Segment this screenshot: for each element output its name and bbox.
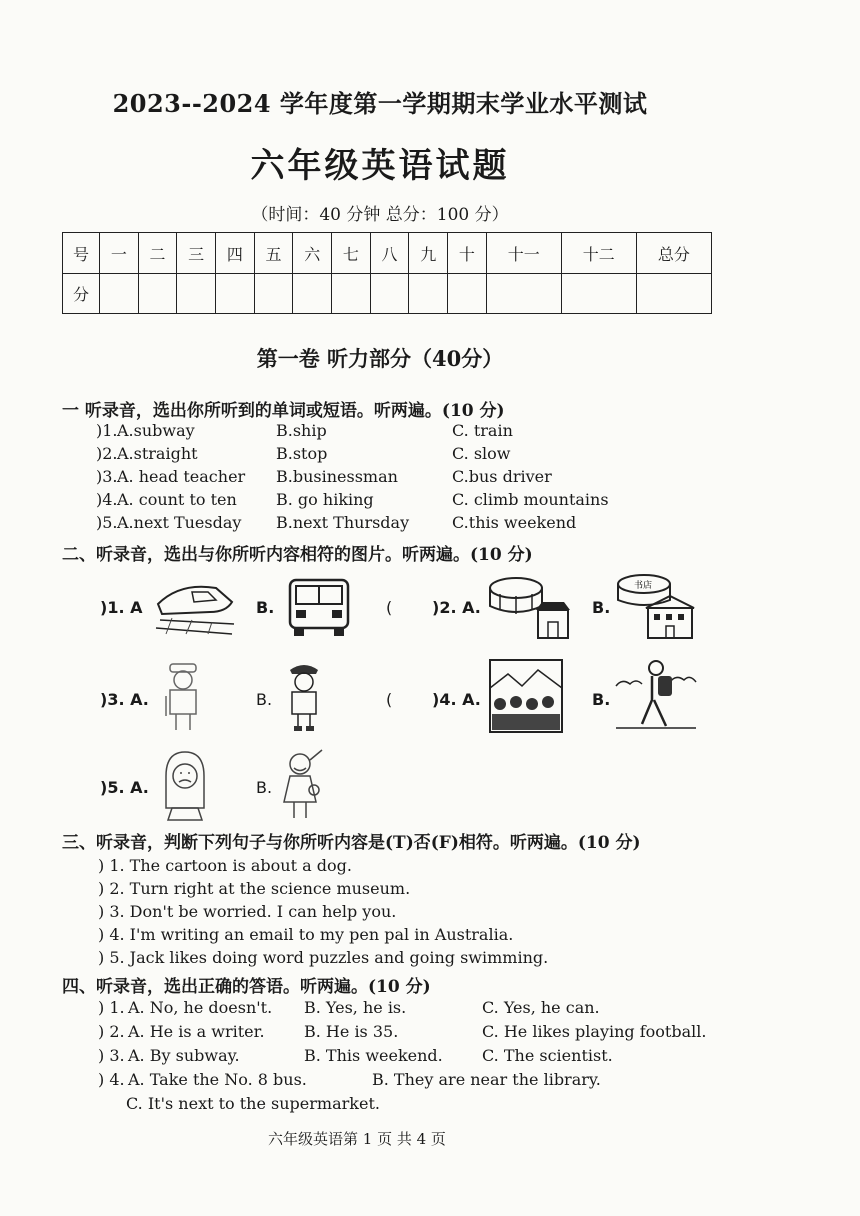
option-a[interactable]: A. By subway. [128,1046,240,1065]
list-item[interactable]: ) 4. I'm writing an email to my pen pal in Australia. [98,925,514,944]
police-officer-picture[interactable] [282,660,326,734]
score-cell[interactable] [254,274,293,314]
score-cell[interactable] [409,274,448,314]
option-c[interactable]: C.this weekend [452,513,577,532]
option-b[interactable]: B.stop [276,444,328,463]
option-a[interactable]: A. Take the No. 8 bus. [128,1070,307,1089]
option-c[interactable]: C.bus driver [452,467,552,486]
option-b[interactable]: B.next Thursday [276,513,410,532]
option-c[interactable]: C. train [452,421,513,440]
option-a[interactable]: A.straight [117,444,198,463]
question-number: )2. [96,444,118,463]
q5-option-b-label: B. [256,778,273,797]
option-c[interactable]: C. He likes playing football. [482,1022,707,1041]
col-header: 一 [100,233,139,274]
option-a[interactable]: A. count to ten [117,490,237,509]
option-c[interactable]: C. The scientist. [482,1046,613,1065]
question-number: )3. [96,467,118,486]
score-cell[interactable] [448,274,487,314]
col-header: 十二 [561,233,636,274]
option-c[interactable]: C. climb mountains [452,490,609,509]
question-number: ) 3. [98,1046,125,1065]
question-number: ) 2. [98,1022,125,1041]
option-b[interactable]: B.ship [276,421,327,440]
score-cell[interactable] [486,274,561,314]
option-c[interactable]: C. It's next to the supermarket. [126,1094,380,1113]
q1-option-a-label: )1. A [100,598,143,617]
option-a[interactable]: A. head teacher [117,467,246,486]
stadium-shop-picture[interactable] [486,570,572,642]
option-b[interactable]: B. go hiking [276,490,374,509]
bookstore-school-picture[interactable] [612,570,698,642]
answer-paren: ( [386,598,393,617]
section1-heading: 一 听录音，选出你所听到的单词或短语。听两遍。(10 分) [62,401,505,421]
q4-option-a-label: )4. A. [432,690,481,709]
score-cell[interactable] [636,274,711,314]
question-number: )1. [96,421,118,440]
option-c[interactable]: C. Yes, he can. [482,998,600,1017]
q5-option-a-label: )5. A. [100,778,149,797]
bus-picture[interactable] [284,574,354,640]
score-cell[interactable] [100,274,139,314]
cinema-audience-picture[interactable] [488,658,564,734]
bookstore-sign-text: 书店 [634,581,653,591]
hiking-picture[interactable] [612,656,698,734]
col-header: 十一 [486,233,561,274]
list-item[interactable]: ) 2. Turn right at the science museum. [98,879,411,898]
col-header: 总分 [636,233,711,274]
option-b[interactable]: B. He is 35. [304,1022,399,1041]
q2-option-b-label: B. [592,598,611,617]
q1-option-b-label: B. [256,598,275,617]
sad-girl-picture[interactable] [160,748,210,822]
section3-heading: 三、听录音，判断下列句子与你所听内容是(T)否(F)相符。听两遍。(10 分) [62,833,641,853]
col-header: 八 [370,233,409,274]
score-cell[interactable] [177,274,216,314]
col-header: 六 [293,233,332,274]
score-cell[interactable] [138,274,177,314]
score-table [62,232,712,314]
exam-title: 2023--2024 学年度第一学期期末学业水平测试 [112,89,648,118]
page-footer: 六年级英语第 1 页 共 4 页 [268,1130,446,1148]
score-cell[interactable] [293,274,332,314]
row-label: 号 [63,233,100,274]
happy-girl-picture[interactable] [280,748,326,822]
option-b[interactable]: B. This weekend. [304,1046,443,1065]
listening-part-heading: 第一卷 听力部分（40分） [256,346,504,371]
score-cell[interactable] [370,274,409,314]
col-header: 七 [332,233,371,274]
question-number: )5. [96,513,118,532]
section2-heading: 二、听录音，选出与你所听内容相符的图片。听两遍。(10 分) [62,545,533,565]
col-header: 四 [216,233,255,274]
question-number: ) 1. [98,998,125,1017]
exam-subject-title: 六年级英语试题 [250,146,510,186]
exam-time-score: （时间：40 分钟 总分：100 分） [251,205,509,225]
col-header: 十 [448,233,487,274]
score-table-header-row [63,233,712,274]
option-a[interactable]: A. He is a writer. [128,1022,265,1041]
q3-option-b-label: B. [256,690,273,709]
col-header: 五 [254,233,293,274]
col-header: 三 [177,233,216,274]
q4-option-b-label: B. [592,690,611,709]
bus-driver-picture[interactable] [160,660,206,734]
question-number: ) 4. [98,1070,125,1089]
train-picture[interactable] [152,574,236,636]
score-cell[interactable] [561,274,636,314]
list-item[interactable]: ) 1. The cartoon is about a dog. [98,856,352,875]
question-number: )4. [96,490,118,509]
option-b[interactable]: B.businessman [276,467,398,486]
score-table-score-row [63,274,712,314]
score-cell[interactable] [216,274,255,314]
list-item[interactable]: ) 5. Jack likes doing word puzzles and going swimming. [98,948,549,967]
row-label: 分 [63,274,100,314]
section4-heading: 四、听录音，选出正确的答语。听两遍。(10 分) [62,977,431,997]
option-a[interactable]: A. No, he doesn't. [128,998,273,1017]
col-header: 九 [409,233,448,274]
option-a[interactable]: A.next Tuesday [117,513,242,532]
answer-paren: ( [386,690,393,709]
option-b[interactable]: B. Yes, he is. [304,998,407,1017]
col-header: 二 [138,233,177,274]
option-b[interactable]: B. They are near the library. [372,1070,601,1089]
q2-option-a-label: )2. A. [432,598,481,617]
score-cell[interactable] [332,274,371,314]
list-item[interactable]: ) 3. Don't be worried. I can help you. [98,902,397,921]
option-c[interactable]: C. slow [452,444,511,463]
option-a[interactable]: A.subway [117,421,195,440]
q3-option-a-label: )3. A. [100,690,149,709]
